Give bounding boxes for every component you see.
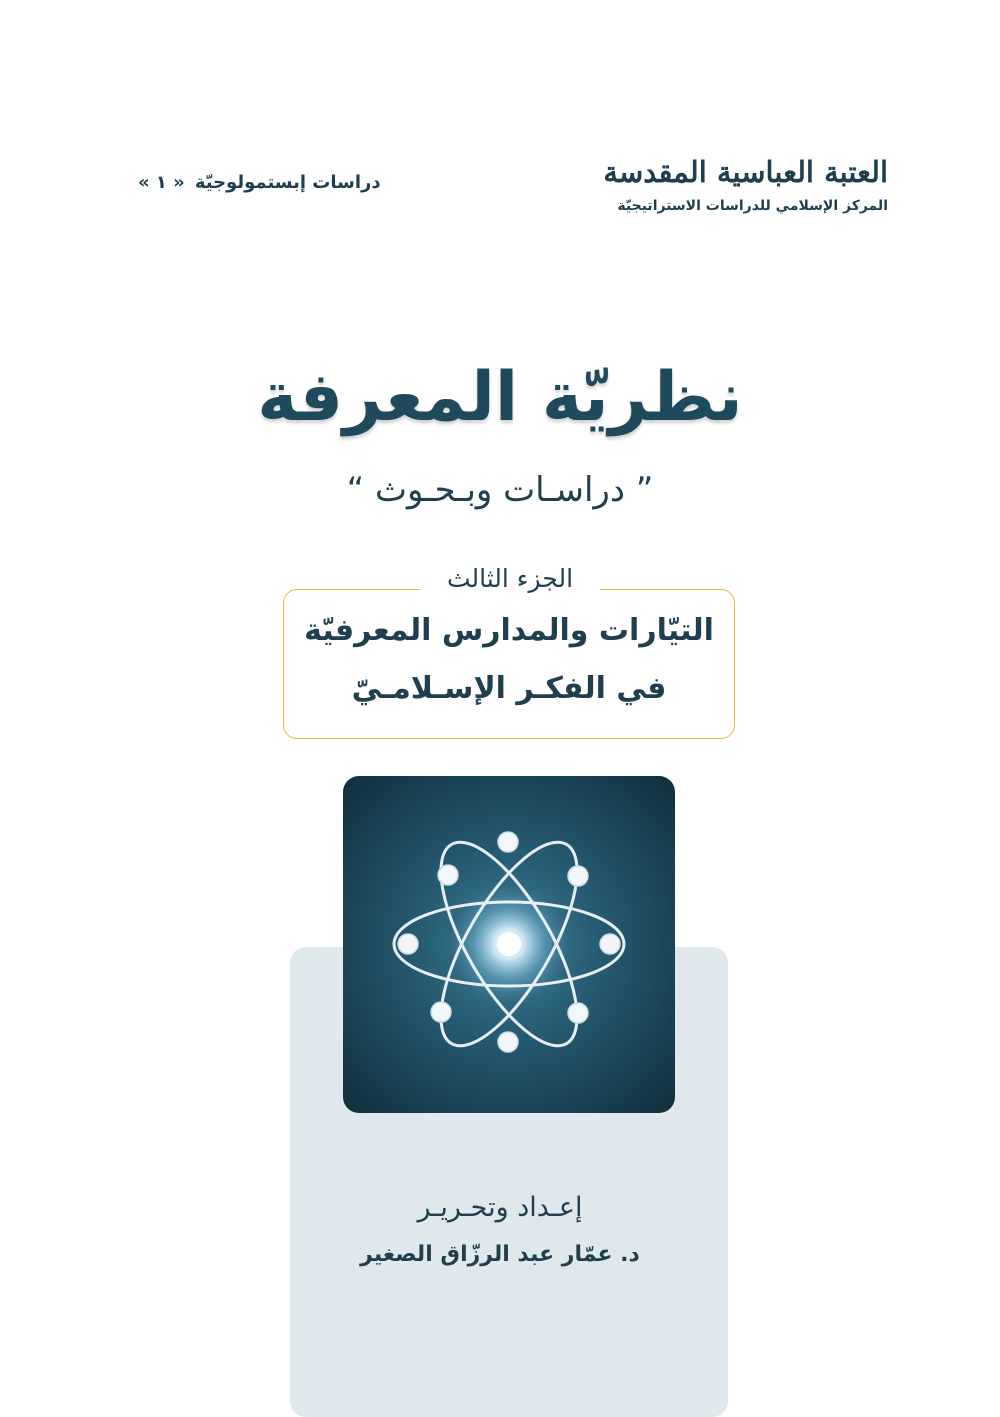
book-title: نظريّة المعرفة: [257, 358, 743, 437]
series-number: « ١ »: [138, 172, 185, 193]
editing-label: إعـداد وتحـريـر: [417, 1192, 583, 1223]
part-title-line2: في الفكـر الإسـلامـيّ: [351, 671, 667, 706]
series-label: [128, 172, 381, 193]
book-subtitle: ” دراسـات وبـحـوث “: [346, 470, 654, 510]
electron-right: [600, 934, 620, 954]
part-label: الجزء الثالث: [420, 564, 600, 593]
series-name: دراسات إبستمولوجيّة: [194, 172, 381, 193]
electron-top: [498, 832, 518, 852]
electron-left: [398, 934, 418, 954]
cover-image: [343, 776, 675, 1113]
part-title-line1: التيّارات والمدارس المعرفيّة: [304, 613, 714, 648]
publisher-name: العتبة العباسية المقدسة: [603, 155, 888, 189]
publisher-center: المركز الإسلامي للدراسات الاستراتيجيّة: [617, 198, 888, 214]
electron-top-left: [438, 865, 458, 885]
publisher-logo: [598, 150, 888, 214]
electron-top-right: [568, 866, 588, 886]
author-name: د. عمّار عبد الرزّاق الصغير: [360, 1242, 640, 1267]
atom-icon: [343, 776, 675, 1113]
electron-bottom: [498, 1032, 518, 1052]
electron-bottom-left: [431, 1002, 451, 1022]
electron-bottom-right: [568, 1003, 588, 1023]
part-frame: [283, 589, 735, 739]
